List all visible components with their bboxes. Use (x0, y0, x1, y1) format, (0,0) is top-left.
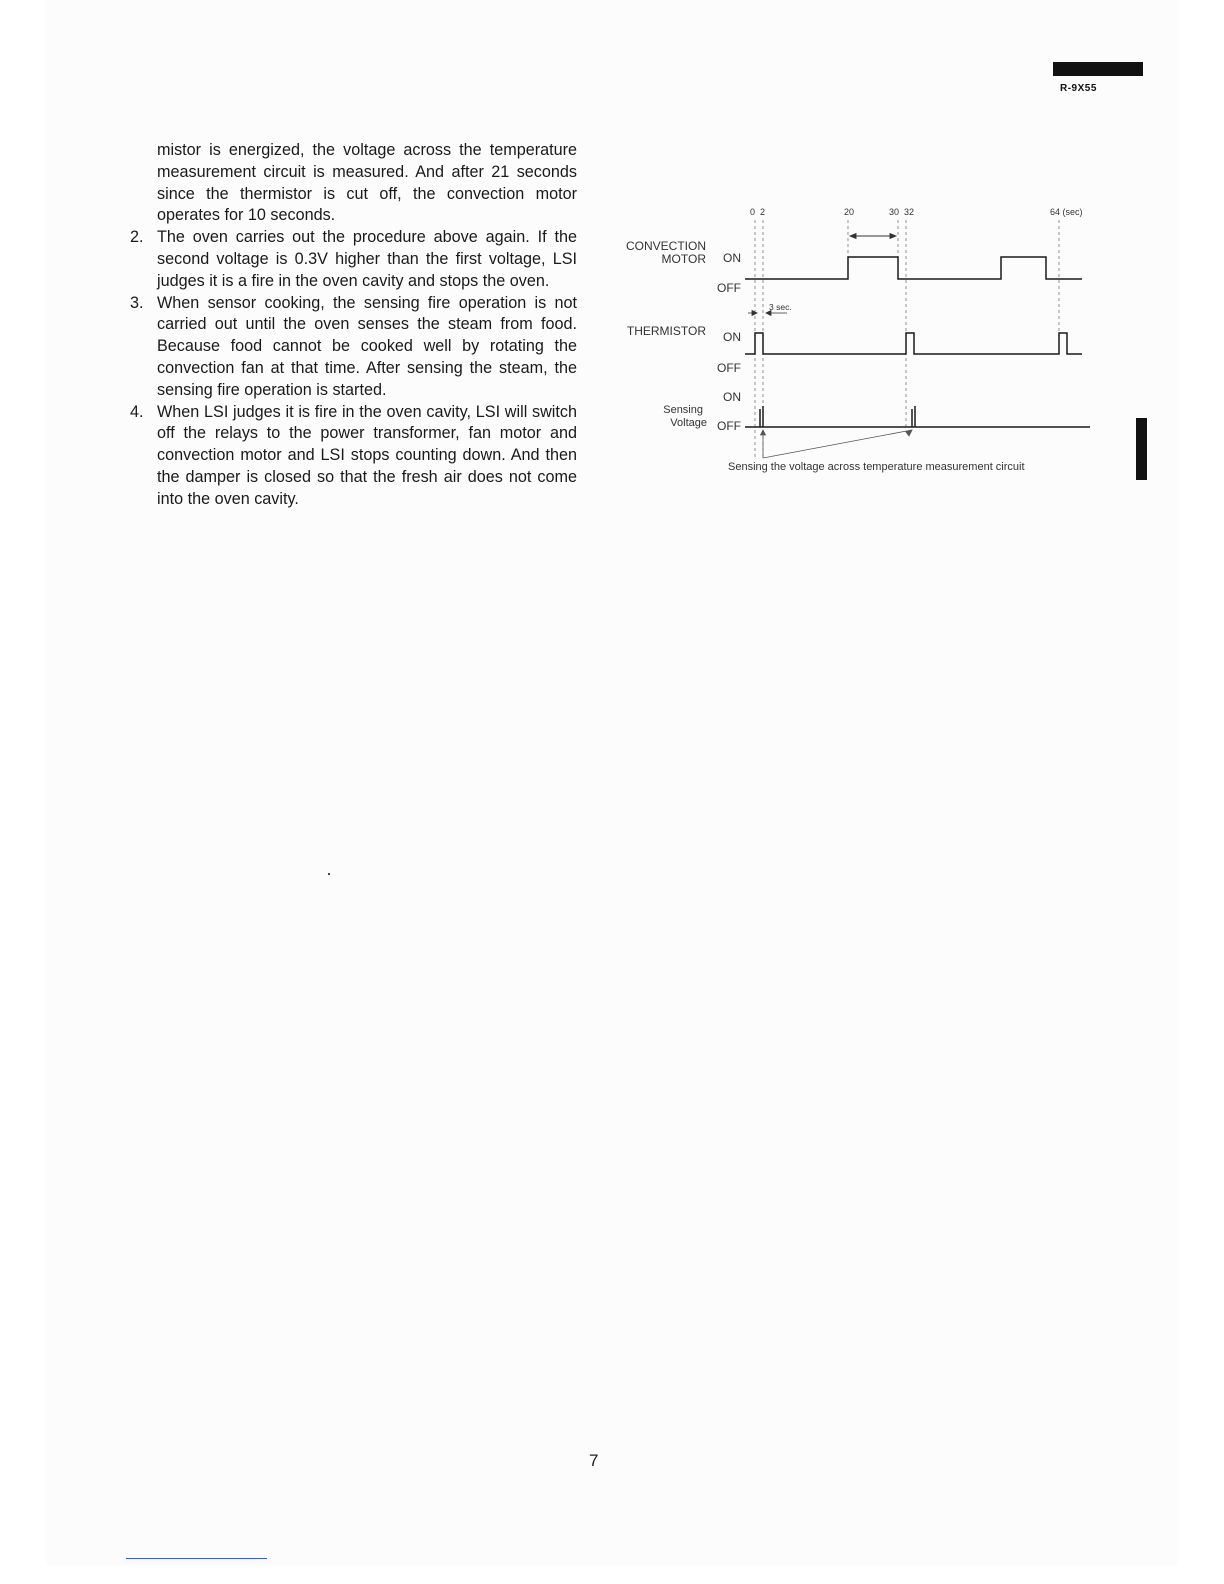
thermistor-on-label: ON (723, 330, 741, 344)
sensing-pointer (761, 430, 913, 458)
steps-list (130, 227, 577, 510)
time-mark-30: 30 (889, 207, 900, 217)
body-text (130, 140, 577, 511)
footer-rule (126, 1558, 267, 1559)
sensing-off-label: OFF (717, 419, 741, 433)
convection-off-label: OFF (717, 281, 741, 295)
header-bar (1053, 62, 1143, 76)
sensing-label: Sensing (663, 404, 703, 416)
stray-mark (328, 873, 330, 875)
convection-motor-waveform (745, 257, 1082, 279)
item-number: 2. (130, 228, 144, 247)
thermistor-waveform (745, 333, 1082, 354)
list-item (130, 293, 577, 402)
time-guides (755, 220, 1059, 458)
thermistor-label: THERMISTOR (626, 324, 706, 338)
sensing-voltage-waveform (745, 406, 1090, 427)
item-text: The oven carries out the procedure above again. If the second voltage is 0.3V higher than the first voltage, LSI judges it is a fire in the oven cavity and stops the oven. (157, 228, 577, 290)
convection-label: CONVECTION (625, 239, 706, 253)
timing-diagram-svg (610, 200, 1105, 480)
page-number: 7 (589, 1451, 599, 1470)
thermistor-off-label: OFF (717, 361, 741, 375)
side-bar (1136, 418, 1147, 480)
time-mark-2: 2 (760, 207, 766, 217)
three-sec-label: 3 sec. (769, 302, 792, 312)
item-text: When sensor cooking, the sensing fire operation is not carried out until the oven senses the steam from food. Because food cannot be cooked well by rotating the convection fan at that time. After sensing the steam, the sensing fire operation is started. (157, 293, 577, 399)
item-number: 4. (130, 402, 144, 421)
intro-paragraph: mistor is energized, the voltage across the temperature measurement circuit is measured. And after 21 seconds since the thermistor is cut off, the convection motor operates for 10 seconds. (157, 141, 577, 225)
convection-on-label: ON (723, 251, 741, 265)
voltage-label: Voltage (670, 417, 707, 429)
model-number: R-9X55 (1060, 83, 1097, 94)
diagram-caption: Sensing the voltage across temperature measurement circuit (728, 461, 1025, 473)
time-mark-20: 20 (844, 207, 855, 217)
item-number: 3. (130, 293, 144, 312)
item-text: When LSI judges it is fire in the oven cavity, LSI will switch off the relays to the power transformer, fan motor and convection motor and LSI stops counting down. And then the damper is closed so that the fresh air does not come into the oven cavity. (157, 402, 577, 508)
time-mark-64: 64 (sec) (1050, 207, 1083, 217)
span-arrow (850, 234, 896, 239)
motor-label: MOTOR (661, 252, 706, 266)
list-item (130, 227, 577, 292)
time-mark-32: 32 (904, 207, 915, 217)
timing-diagram (610, 200, 1105, 480)
time-mark-0: 0 (750, 207, 756, 217)
list-item (130, 402, 577, 511)
sensing-on-label: ON (723, 390, 741, 404)
